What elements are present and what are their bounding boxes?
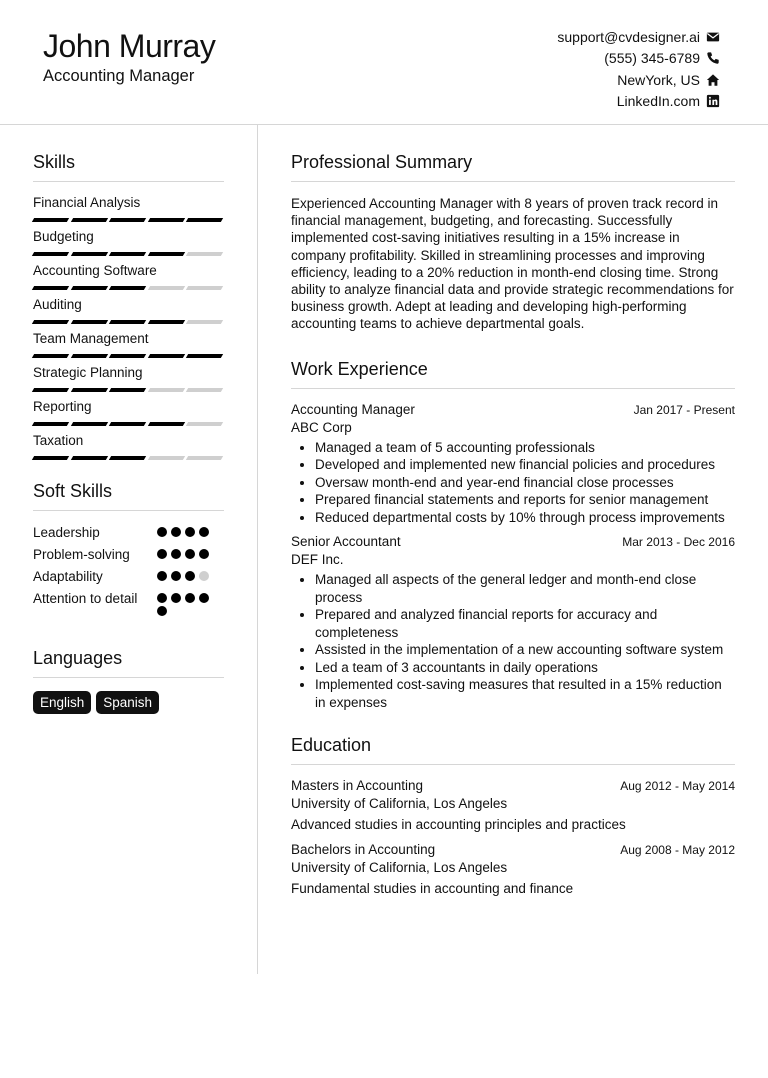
education-degree: Bachelors in Accounting (291, 842, 436, 858)
skill-label: Strategic Planning (33, 365, 143, 380)
skill-level-segment (186, 286, 223, 290)
job-bullet: • Prepared financial statements and reports for senior management (315, 491, 735, 509)
skill-level-segment (148, 354, 185, 358)
skill-level-segment (186, 456, 223, 460)
skill-level-segment (109, 456, 146, 460)
education-section (291, 735, 735, 896)
skill-level-segment (70, 286, 107, 290)
education-list (291, 778, 735, 896)
skill-level-segment (32, 286, 69, 290)
job-header (291, 402, 735, 417)
skill-level-bar (33, 456, 224, 460)
home-icon (706, 73, 720, 87)
soft-skill-rating (157, 568, 217, 581)
education-header (291, 842, 735, 857)
contact-linkedin[interactable] (557, 91, 720, 113)
skill-item (33, 365, 224, 392)
job-bullet: • Managed all aspects of the general ledger and month-end close process (315, 571, 735, 606)
languages-list (33, 691, 224, 714)
skill-level-segment (109, 388, 146, 392)
job-bullets (291, 571, 735, 711)
soft-skill-item (33, 524, 224, 541)
skill-level-bar (33, 286, 224, 290)
languages-heading: Languages (33, 648, 224, 678)
skill-level-segment (148, 388, 185, 392)
skill-label: Auditing (33, 297, 82, 312)
skill-level-segment (32, 252, 69, 256)
rating-dot (185, 571, 195, 581)
job-bullet: • Implemented cost-saving measures that resulted in a 15% reduction in expenses (315, 676, 735, 711)
skill-level-segment (148, 422, 185, 426)
skill-level-segment (32, 354, 69, 358)
soft-skills-heading: Soft Skills (33, 481, 224, 511)
skill-level-segment (109, 252, 146, 256)
soft-skill-item (33, 568, 224, 585)
skill-item (33, 195, 224, 222)
summary-text: Experienced Accounting Manager with 8 years of proven track record in financial management, budgeting, and forecasting. Successfully implemented cost-saving initiatives resulting in a 15% increase in company profitability. Skilled in streamlining processes and improving efficiency, leading to a 20% reduction in month-end closing time. Strong ability to analyze financial data and provide strategic recommendations for business growth. Adept at leading and developing high-performing accounting teams to achieve departmental goals. (291, 196, 734, 332)
skill-level-segment (70, 320, 107, 324)
skill-level-segment (70, 354, 107, 358)
soft-skill-item (33, 546, 224, 563)
summary-section (291, 152, 735, 333)
job-company: DEF Inc. (291, 552, 344, 568)
rating-dot (157, 571, 167, 581)
skill-level-segment (32, 422, 69, 426)
rating-dot (185, 527, 195, 537)
contact-phone-text: (555) 345-6789 (604, 50, 700, 67)
skill-label: Budgeting (33, 229, 94, 244)
education-school: University of California, Los Angeles (291, 860, 508, 876)
job-bullet: • Oversaw month-end and year-end financial close processes (315, 474, 735, 492)
job-date: Mar 2013 - Dec 2016 (622, 535, 735, 550)
resume-header (0, 0, 768, 125)
candidate-name: John Murray (43, 28, 216, 64)
rating-dot (171, 593, 181, 603)
rating-dot (171, 549, 181, 559)
skill-level-segment (109, 422, 146, 426)
skill-level-segment (70, 388, 107, 392)
rating-dot (171, 527, 181, 537)
skill-label: Accounting Software (33, 263, 157, 278)
skill-level-segment (70, 422, 107, 426)
jobs-list (291, 402, 735, 712)
skills-heading: Skills (33, 152, 224, 182)
skill-level-segment (148, 252, 185, 256)
rating-dot (199, 593, 209, 603)
job-date: Jan 2017 - Present (633, 402, 735, 417)
skill-level-segment (186, 320, 223, 324)
contact-phone[interactable] (557, 48, 720, 70)
soft-skill-label: Attention to detail (33, 591, 138, 606)
skill-label: Reporting (33, 399, 92, 414)
summary-heading: Professional Summary (291, 152, 735, 182)
phone-icon (706, 51, 720, 65)
skill-level-segment (186, 218, 223, 222)
soft-skills-list (33, 524, 224, 616)
language-badge: English (33, 691, 91, 714)
language-badge: Spanish (96, 691, 159, 714)
soft-skill-rating (157, 546, 217, 559)
skill-level-segment (32, 320, 69, 324)
contact-location-text: NewYork, US (617, 71, 700, 88)
skill-level-segment (148, 456, 185, 460)
education-description: Advanced studies in accounting principles and practices (291, 817, 626, 833)
job-bullet: • Developed and implemented new financial policies and procedures (315, 456, 735, 474)
skill-level-segment (186, 422, 223, 426)
skills-section (33, 152, 224, 460)
contact-linkedin-text: LinkedIn.com (616, 93, 700, 110)
rating-dot (157, 593, 167, 603)
left-column (33, 152, 224, 714)
skill-level-segment (70, 456, 107, 460)
skill-level-segment (32, 388, 69, 392)
education-description: Fundamental studies in accounting and finance (291, 881, 574, 897)
contact-email-text: support@cvdesigner.ai (557, 28, 700, 45)
education-entry (291, 842, 735, 896)
skill-level-segment (186, 388, 223, 392)
skill-level-segment (148, 320, 185, 324)
skill-level-segment (70, 252, 107, 256)
skill-item (33, 297, 224, 324)
contact-email[interactable] (557, 26, 720, 48)
skill-level-bar (33, 388, 224, 392)
rating-dot (171, 571, 181, 581)
experience-section (291, 359, 735, 712)
job-bullet: • Reduced departmental costs by 10% through process improvements (315, 509, 735, 527)
rating-dot (157, 527, 167, 537)
skill-level-bar (33, 354, 224, 358)
experience-heading: Work Experience (291, 359, 735, 389)
skill-level-segment (109, 286, 146, 290)
rating-dot (199, 549, 209, 559)
skill-level-segment (109, 218, 146, 222)
job-title: Senior Accountant (291, 534, 401, 550)
candidate-title: Accounting Manager (43, 67, 195, 85)
skill-label: Team Management (33, 331, 149, 346)
skill-level-segment (148, 286, 185, 290)
contact-info (557, 26, 720, 112)
skill-item (33, 399, 224, 426)
education-entry (291, 778, 735, 832)
skill-level-bar (33, 320, 224, 324)
linkedin-icon (706, 94, 720, 108)
skill-label: Taxation (33, 433, 84, 448)
skill-level-segment (148, 218, 185, 222)
languages-section (33, 648, 224, 714)
education-header (291, 778, 735, 793)
skill-level-segment (32, 456, 69, 460)
job-title: Accounting Manager (291, 401, 415, 417)
education-date: Aug 2008 - May 2012 (620, 843, 735, 858)
soft-skill-rating (157, 524, 217, 537)
skill-level-bar (33, 422, 224, 426)
skill-level-segment (186, 354, 223, 358)
rating-dot (199, 527, 209, 537)
column-divider (257, 124, 258, 974)
education-school: University of California, Los Angeles (291, 796, 508, 812)
job-company: ABC Corp (291, 419, 352, 435)
job-bullets (291, 439, 735, 527)
skill-level-segment (109, 320, 146, 324)
skill-item (33, 331, 224, 358)
rating-dot (199, 571, 209, 581)
job-entry (291, 534, 735, 711)
rating-dot (185, 549, 195, 559)
education-degree: Masters in Accounting (291, 778, 424, 794)
soft-skill-label: Leadership (33, 525, 100, 540)
skill-level-bar (33, 252, 224, 256)
job-bullet: • Prepared and analyzed financial reports for accuracy and completeness (315, 606, 735, 641)
skill-level-segment (186, 252, 223, 256)
job-bullet: • Assisted in the implementation of a new accounting software system (315, 641, 735, 659)
education-date: Aug 2012 - May 2014 (620, 779, 735, 794)
soft-skills-section (33, 481, 224, 616)
right-column (291, 152, 735, 906)
contact-location (557, 69, 720, 91)
rating-dot (185, 593, 195, 603)
job-bullet: • Managed a team of 5 accounting professionals (315, 439, 735, 457)
envelope-icon (706, 30, 720, 44)
job-entry (291, 402, 735, 527)
skill-level-bar (33, 218, 224, 222)
skill-item (33, 433, 224, 460)
skill-item (33, 229, 224, 256)
soft-skill-rating (157, 590, 217, 616)
skill-level-segment (70, 218, 107, 222)
skills-list (33, 195, 224, 460)
soft-skill-item (33, 590, 224, 616)
education-heading: Education (291, 735, 735, 765)
skill-level-segment (109, 354, 146, 358)
rating-dot (157, 549, 167, 559)
job-bullet: • Led a team of 3 accountants in daily operations (315, 659, 735, 677)
soft-skill-label: Adaptability (33, 569, 103, 584)
soft-skill-label: Problem-solving (33, 547, 130, 562)
job-header (291, 534, 735, 549)
skill-level-segment (32, 218, 69, 222)
skill-label: Financial Analysis (33, 195, 141, 210)
rating-dot (157, 606, 167, 616)
skill-item (33, 263, 224, 290)
